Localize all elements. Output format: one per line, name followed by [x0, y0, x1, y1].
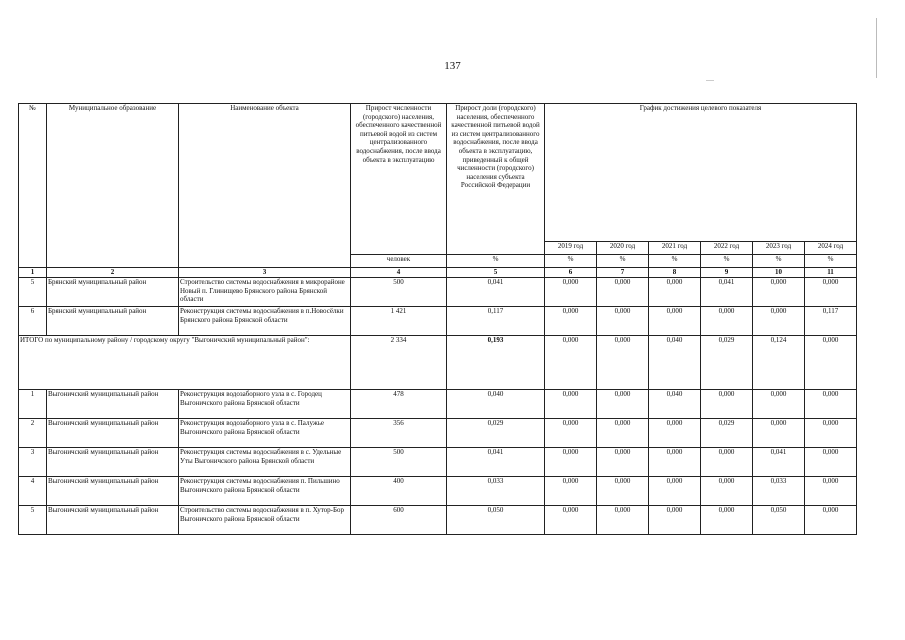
object-name-cell: Строительство системы водоснабжения в п. Хутор-Бор Выгоничского района Брянской области — [179, 506, 351, 535]
row-number: 3 — [19, 448, 47, 477]
share-growth-cell: 0,029 — [447, 419, 545, 448]
year-value-cell: 0,040 — [649, 390, 701, 419]
year-value-cell: 0,000 — [649, 278, 701, 307]
object-name-cell: Реконструкция системы водоснабжения в п.Новосёлки Брянского района Брянской области — [179, 307, 351, 336]
municipality-cell: Выгоничский муниципальный район — [47, 419, 179, 448]
year-value-cell: 0,000 — [701, 477, 753, 506]
total-year-value: 0,040 — [649, 336, 701, 390]
year-value-cell: 0,050 — [753, 506, 805, 535]
total-year-value: 0,000 — [597, 336, 649, 390]
year-value-cell: 0,033 — [753, 477, 805, 506]
year-value-cell: 0,000 — [649, 506, 701, 535]
col-number: 6 — [545, 268, 597, 278]
year-value-cell: 0,000 — [597, 477, 649, 506]
year-value-cell: 0,000 — [805, 506, 857, 535]
unit-percent: % — [649, 255, 701, 268]
table-row — [19, 448, 857, 477]
year-value-cell: 0,000 — [701, 390, 753, 419]
year-value-cell: 0,000 — [753, 390, 805, 419]
header-row — [19, 104, 857, 242]
population-growth-cell: 400 — [351, 477, 447, 506]
year-value-cell: 0,000 — [753, 307, 805, 336]
total-label: ИТОГО по муниципальному району / городскому округу "Выгоничский муниципальный район": — [19, 336, 351, 390]
total-year-value: 0,000 — [545, 336, 597, 390]
population-growth-cell: 500 — [351, 278, 447, 307]
header-growth-population: Прирост численности (городского) населения, обеспеченного качественной питьевой водой из систем централизованного водоснабжения, после ввода объекта в эксплуатацию — [351, 104, 447, 255]
year-value-cell: 0,000 — [545, 419, 597, 448]
object-name-cell: Реконструкция водозаборного узла в с. Палужье Выгоничского района Брянской области — [179, 419, 351, 448]
col-number: 3 — [179, 268, 351, 278]
object-name-cell: Строительство системы водоснабжения в микрорайоне Новый п. Глинищево Брянского района Брянской области — [179, 278, 351, 307]
total-year-value: 0,124 — [753, 336, 805, 390]
year-2020: 2020 год — [597, 242, 649, 255]
row-number: 1 — [19, 390, 47, 419]
year-value-cell: 0,000 — [597, 506, 649, 535]
year-value-cell: 0,000 — [545, 307, 597, 336]
unit-people: человек — [351, 255, 447, 268]
total-year-value: 0,000 — [805, 336, 857, 390]
table-row — [19, 419, 857, 448]
year-value-cell: 0,000 — [805, 278, 857, 307]
year-value-cell: 0,000 — [805, 390, 857, 419]
year-value-cell: 0,000 — [701, 448, 753, 477]
year-value-cell: 0,000 — [805, 477, 857, 506]
year-value-cell: 0,000 — [701, 506, 753, 535]
col-number: 9 — [701, 268, 753, 278]
year-value-cell: 0,029 — [701, 419, 753, 448]
object-name-cell: Реконструкция системы водоснабжения п. Пильшино Выгоничского района Брянской области — [179, 477, 351, 506]
col-number: 5 — [447, 268, 545, 278]
col-number: 1 — [19, 268, 47, 278]
municipality-cell: Выгоничский муниципальный район — [47, 477, 179, 506]
col-number: 11 — [805, 268, 857, 278]
unit-percent: % — [753, 255, 805, 268]
col-number: 8 — [649, 268, 701, 278]
table-row — [19, 278, 857, 307]
header-municipality: Муниципальное образование — [47, 104, 179, 268]
header-num: № — [19, 104, 47, 268]
population-growth-cell: 478 — [351, 390, 447, 419]
header-growth-share: Прирост доли (городского) населения, обеспеченного качественной питьевой водой из систем централизованного водоснабжения, после ввода объекта в эксплуатацию, приведенный к общей численности (городского) населения субъекта Российской Федерации — [447, 104, 545, 255]
share-growth-cell: 0,117 — [447, 307, 545, 336]
row-number: 6 — [19, 307, 47, 336]
total-row — [19, 336, 857, 390]
year-value-cell: 0,000 — [597, 278, 649, 307]
year-value-cell: 0,000 — [597, 448, 649, 477]
col-number: 4 — [351, 268, 447, 278]
year-value-cell: 0,000 — [805, 419, 857, 448]
year-value-cell: 0,000 — [649, 477, 701, 506]
municipality-cell: Выгоничский муниципальный район — [47, 448, 179, 477]
page-number: 137 — [444, 60, 461, 72]
scan-dash-mark — [706, 80, 714, 81]
year-value-cell: 0,000 — [545, 278, 597, 307]
col-number: 10 — [753, 268, 805, 278]
year-2022: 2022 год — [701, 242, 753, 255]
municipality-cell: Выгоничский муниципальный район — [47, 390, 179, 419]
year-value-cell: 0,000 — [753, 419, 805, 448]
year-value-cell: 0,000 — [649, 307, 701, 336]
table-row — [19, 390, 857, 419]
share-growth-cell: 0,040 — [447, 390, 545, 419]
year-value-cell: 0,041 — [701, 278, 753, 307]
year-value-cell: 0,117 — [805, 307, 857, 336]
year-value-cell: 0,000 — [649, 448, 701, 477]
year-2023: 2023 год — [753, 242, 805, 255]
year-value-cell: 0,000 — [597, 390, 649, 419]
col-number: 2 — [47, 268, 179, 278]
municipality-cell: Брянский муниципальный район — [47, 307, 179, 336]
year-2019: 2019 год — [545, 242, 597, 255]
share-growth-cell: 0,041 — [447, 278, 545, 307]
unit-percent: % — [545, 255, 597, 268]
population-growth-cell: 600 — [351, 506, 447, 535]
share-growth-cell: 0,041 — [447, 448, 545, 477]
row-number: 5 — [19, 506, 47, 535]
header-schedule: График достижения целевого показателя — [545, 104, 857, 242]
object-name-cell: Реконструкция системы водоснабжения в с. Удельные Уты Выгоничского района Брянской области — [179, 448, 351, 477]
table-row — [19, 506, 857, 535]
year-value-cell: 0,000 — [753, 278, 805, 307]
year-value-cell: 0,000 — [545, 448, 597, 477]
row-number: 4 — [19, 477, 47, 506]
year-value-cell: 0,000 — [545, 477, 597, 506]
object-name-cell: Реконструкция водозаборного узла в с. Городец Выгоничского района Брянской области — [179, 390, 351, 419]
municipality-cell: Выгоничский муниципальный район — [47, 506, 179, 535]
year-value-cell: 0,000 — [545, 390, 597, 419]
year-value-cell: 0,000 — [597, 307, 649, 336]
population-growth-cell: 356 — [351, 419, 447, 448]
unit-percent: % — [597, 255, 649, 268]
population-growth-cell: 500 — [351, 448, 447, 477]
unit-percent: % — [447, 255, 545, 268]
unit-percent: % — [805, 255, 857, 268]
year-2024: 2024 год — [805, 242, 857, 255]
year-value-cell: 0,041 — [753, 448, 805, 477]
unit-percent: % — [701, 255, 753, 268]
column-number-row — [19, 268, 857, 278]
year-value-cell: 0,000 — [701, 307, 753, 336]
target-indicator-table — [18, 103, 857, 535]
year-value-cell: 0,000 — [805, 448, 857, 477]
total-year-value: 0,029 — [701, 336, 753, 390]
total-share: 0,193 — [447, 336, 545, 390]
year-value-cell: 0,000 — [545, 506, 597, 535]
population-growth-cell: 1 421 — [351, 307, 447, 336]
year-value-cell: 0,000 — [597, 419, 649, 448]
row-number: 5 — [19, 278, 47, 307]
table-row — [19, 477, 857, 506]
year-2021: 2021 год — [649, 242, 701, 255]
scan-edge-mark — [876, 18, 877, 78]
year-value-cell: 0,000 — [649, 419, 701, 448]
share-growth-cell: 0,033 — [447, 477, 545, 506]
total-population: 2 334 — [351, 336, 447, 390]
header-object: Наименование объекта — [179, 104, 351, 268]
municipality-cell: Брянский муниципальный район — [47, 278, 179, 307]
col-number: 7 — [597, 268, 649, 278]
row-number: 2 — [19, 419, 47, 448]
share-growth-cell: 0,050 — [447, 506, 545, 535]
table-row — [19, 307, 857, 336]
